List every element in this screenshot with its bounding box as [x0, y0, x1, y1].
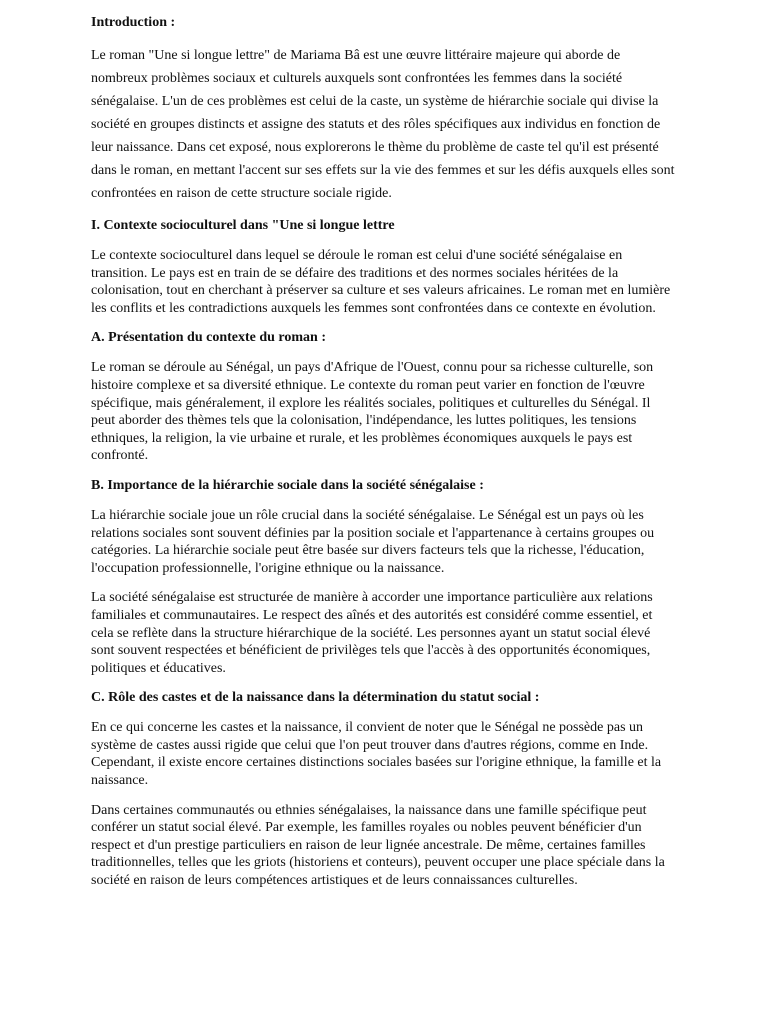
section-b-heading: B. Importance de la hiérarchie sociale dans la société sénégalaise :	[91, 477, 484, 493]
section-c-paragraph-2: Dans certaines communautés ou ethnies sénégalaises, la naissance dans une famille spécifique peut conférer un statut social élevé. Par exemple, les familles royales ou nobles peuvent bénéficier d'un respect et d'un prestige particuliers en raison de leur lignée ancestrale. De même, certaines familles traditionnelles, telles que les griots (historiens et conteurs), peuvent occuper une place spéciale dans la société en raison de leurs compétences artistiques et de leurs connaissances culturelles.	[91, 802, 665, 889]
document-page	[91, 14, 675, 902]
section-1-heading: I. Contexte socioculturel dans "Une si longue lettre	[91, 218, 395, 233]
section-b-paragraph-1: La hiérarchie sociale joue un rôle crucial dans la société sénégalaise. Le Sénégal est un pays où les relations sociales sont souvent définies par la position sociale et l'appartenance à certains groupes ou catégories. La hiérarchie sociale peut être basée sur divers facteurs tels que la richesse, l'éducation, l'occupation professionnelle, l'origine ethnique ou la naissance.	[91, 507, 655, 576]
section-a-heading: A. Présentation du contexte du roman :	[91, 330, 327, 346]
intro-paragraph: Le roman "Une si longue lettre" de Mariama Bâ est une œuvre littéraire majeure qui aborde de nombreux problèmes sociaux et culturels auxquels sont confrontées les femmes dans la société sénégalaise. L'un de ces problèmes est celui de la caste, un système de hiérarchie sociale qui divise la société en groupes distincts et assigne des statuts et des rôles spécifiques aux individus en fonction de leur naissance. Dans cet exposé, nous explorerons le thème du problème de caste tel qu'il est présenté dans le roman, en mettant l'accent sur ses effets sur la vie des femmes et sur les défis auxquels elles sont confrontées en raison de cette structure sociale rigide.	[91, 48, 675, 201]
section-b-paragraph-2: La société sénégalaise est structurée de manière à accorder une importance particulière aux relations familiales et communautaires. Le respect des aînés et des autorités est considéré comme essentiel, et cela se reflète dans la structure hiérarchique de la société. Les personnes ayant un statut social élevé sont souvent respectées et bénéficient de privilèges tels que l'accès à des opportunités économiques, politiques et éducatives.	[91, 590, 653, 676]
section-c-heading: C. Rôle des castes et de la naissance dans la détermination du statut social :	[91, 690, 540, 706]
section-c-paragraph-1: En ce qui concerne les castes et la naissance, il convient de noter que le Sénégal ne possède pas un système de castes aussi rigide que celui que l'on peut trouver dans d'autres régions, comme en Inde. Cependant, il existe encore certaines distinctions sociales basées sur l'origine ethnique, la famille et la naissance.	[91, 720, 662, 789]
section-a-paragraph: Le roman se déroule au Sénégal, un pays d'Afrique de l'Ouest, connu pour sa richesse culturelle, son histoire complexe et sa diversité ethnique. Le contexte du roman peut varier en fonction de l'œuvre spécifique, mais généralement, il explore les réalités sociales, politiques et culturelles du Sénégal. Il peut aborder des thèmes tels que la colonisation, l'indépendance, les luttes politiques, les tensions ethniques, la religion, la vie urbaine et rurale, et les problèmes économiques auxquels le pays est confronté.	[91, 360, 654, 464]
section-1-paragraph: Le contexte socioculturel dans lequel se déroule le roman est celui d'une société sénégalaise en transition. Le pays est en train de se défaire des traditions et des normes sociales héritées de la colonisation, tout en cherchant à préserver sa culture et ses valeurs africaines. Le roman met en lumière les conflits et les contradictions auxquels les femmes sont confrontées dans ce contexte en évolution.	[91, 248, 671, 316]
intro-heading: Introduction :	[91, 15, 176, 30]
